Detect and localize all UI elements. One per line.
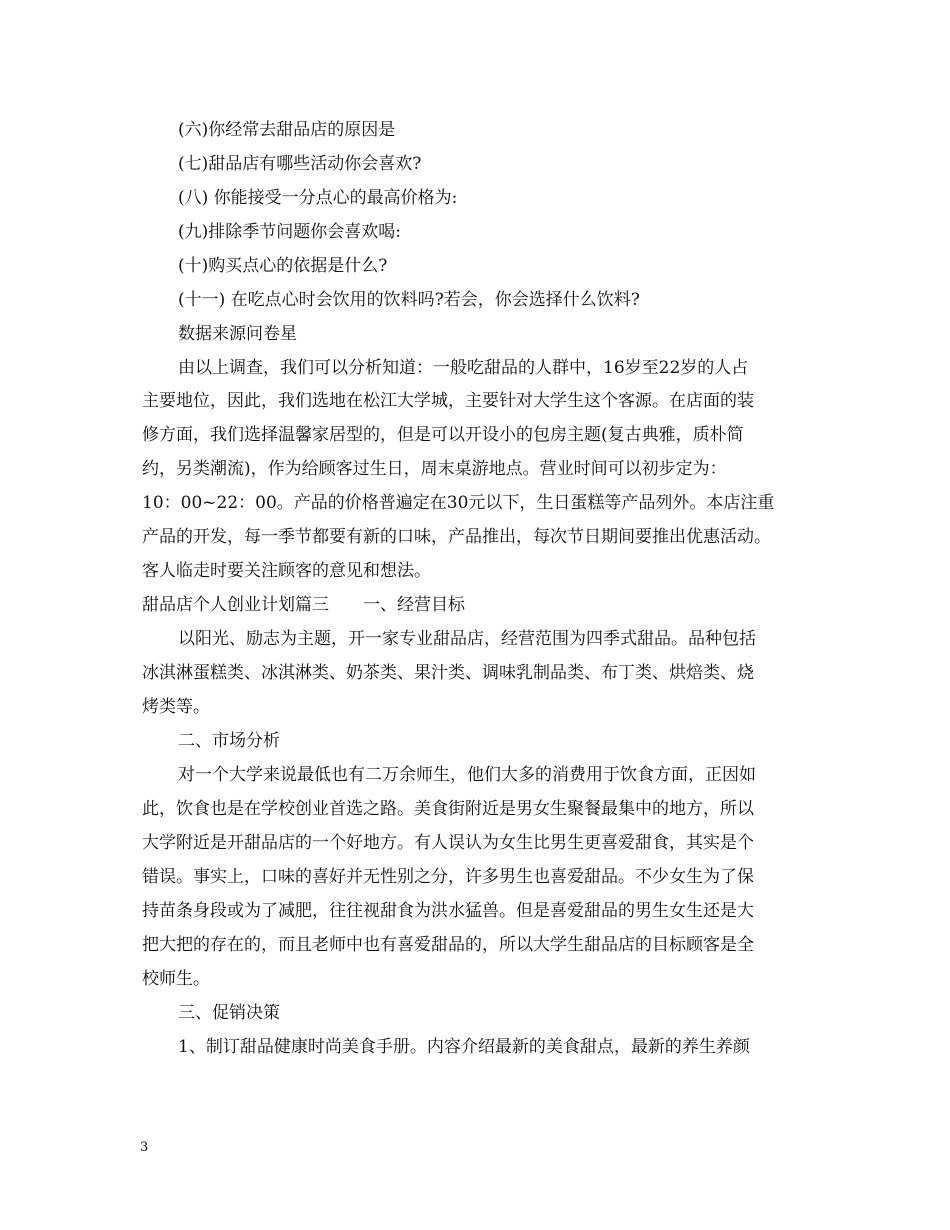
market-line: 错误。事实上，口味的喜好并无性别之分，许多男生也喜爱甜品。不少女生为了保 [142,867,754,887]
question-11: (十一) 在吃点心时会饮用的饮料吗?若会，你会选择什么饮料? [178,290,640,310]
market-line: 大学附近是开甜品店的一个好地方。有人误认为女生比男生更喜爱甜食，其实是个 [142,833,754,853]
analysis-line: 客人临走时要关注顾客的意见和想法。 [142,561,431,581]
analysis-line: 由以上调查，我们可以分析知道：一般吃甜品的人群中，16岁至22岁的人占 [178,358,749,378]
goal-line: 以阳光、励志为主题，开一家专业甜品店，经营范围为四季式甜品。品种包括 [178,629,756,649]
market-line: 把大把的存在的，而且老师中也有喜爱甜品的，所以大学生甜品店的目标顾客是全 [142,935,754,955]
data-source: 数据来源问卷星 [178,324,297,344]
goal-line: 冰淇淋蛋糕类、冰淇淋类、奶茶类、果汁类、调味乳制品类、布丁类、烘焙类、烧 [142,663,754,683]
market-line: 持苗条身段或为了减肥，往往视甜食为洪水猛兽。但是喜爱甜品的男生女生还是大 [142,901,754,921]
promo-line: 1、制订甜品健康时尚美食手册。内容介绍最新的美食甜点，最新的养生养颜 [178,1037,750,1057]
analysis-line: 10：00~22：00。产品的价格普遍定在30元以下，生日蛋糕等产品列外。本店注重 [142,493,775,513]
question-9: (九)排除季节问题你会喜欢喝: [178,222,401,242]
analysis-line: 产品的开发，每一季节都要有新的口味，产品推出，每次节日期间要推出优惠活动。 [142,527,771,547]
question-7: (七)甜品店有哪些活动你会喜欢? [178,154,422,174]
question-6: (六)你经常去甜品店的原因是 [178,120,396,140]
goal-line: 烤类等。 [142,697,210,717]
question-10: (十)购买点心的依据是什么? [178,256,388,276]
market-line: 校师生。 [142,969,210,989]
section-heading: 甜品店个人创业计划篇三 一、经营目标 [142,595,465,615]
analysis-line: 修方面，我们选择温馨家居型的，但是可以开设小的包房主题(复古典雅，质朴简 [142,425,744,445]
market-heading: 二、市场分析 [178,731,280,751]
page-number: 3 [140,1140,149,1155]
analysis-line: 约，另类潮流)，作为给顾客过生日，周末桌游地点。营业时间可以初步定为： [142,459,727,479]
question-8: (八) 你能接受一分点心的最高价格为: [178,188,458,208]
analysis-line: 主要地位，因此，我们选地在松江大学城，主要针对大学生这个客源。在店面的装 [142,391,754,411]
market-line: 对一个大学来说最低也有二万余师生，他们大多的消费用于饮食方面，正因如 [178,765,756,785]
market-line: 此，饮食也是在学校创业首选之路。美食街附近是男女生聚餐最集中的地方，所以 [142,799,754,819]
promo-heading: 三、促销决策 [178,1003,280,1023]
